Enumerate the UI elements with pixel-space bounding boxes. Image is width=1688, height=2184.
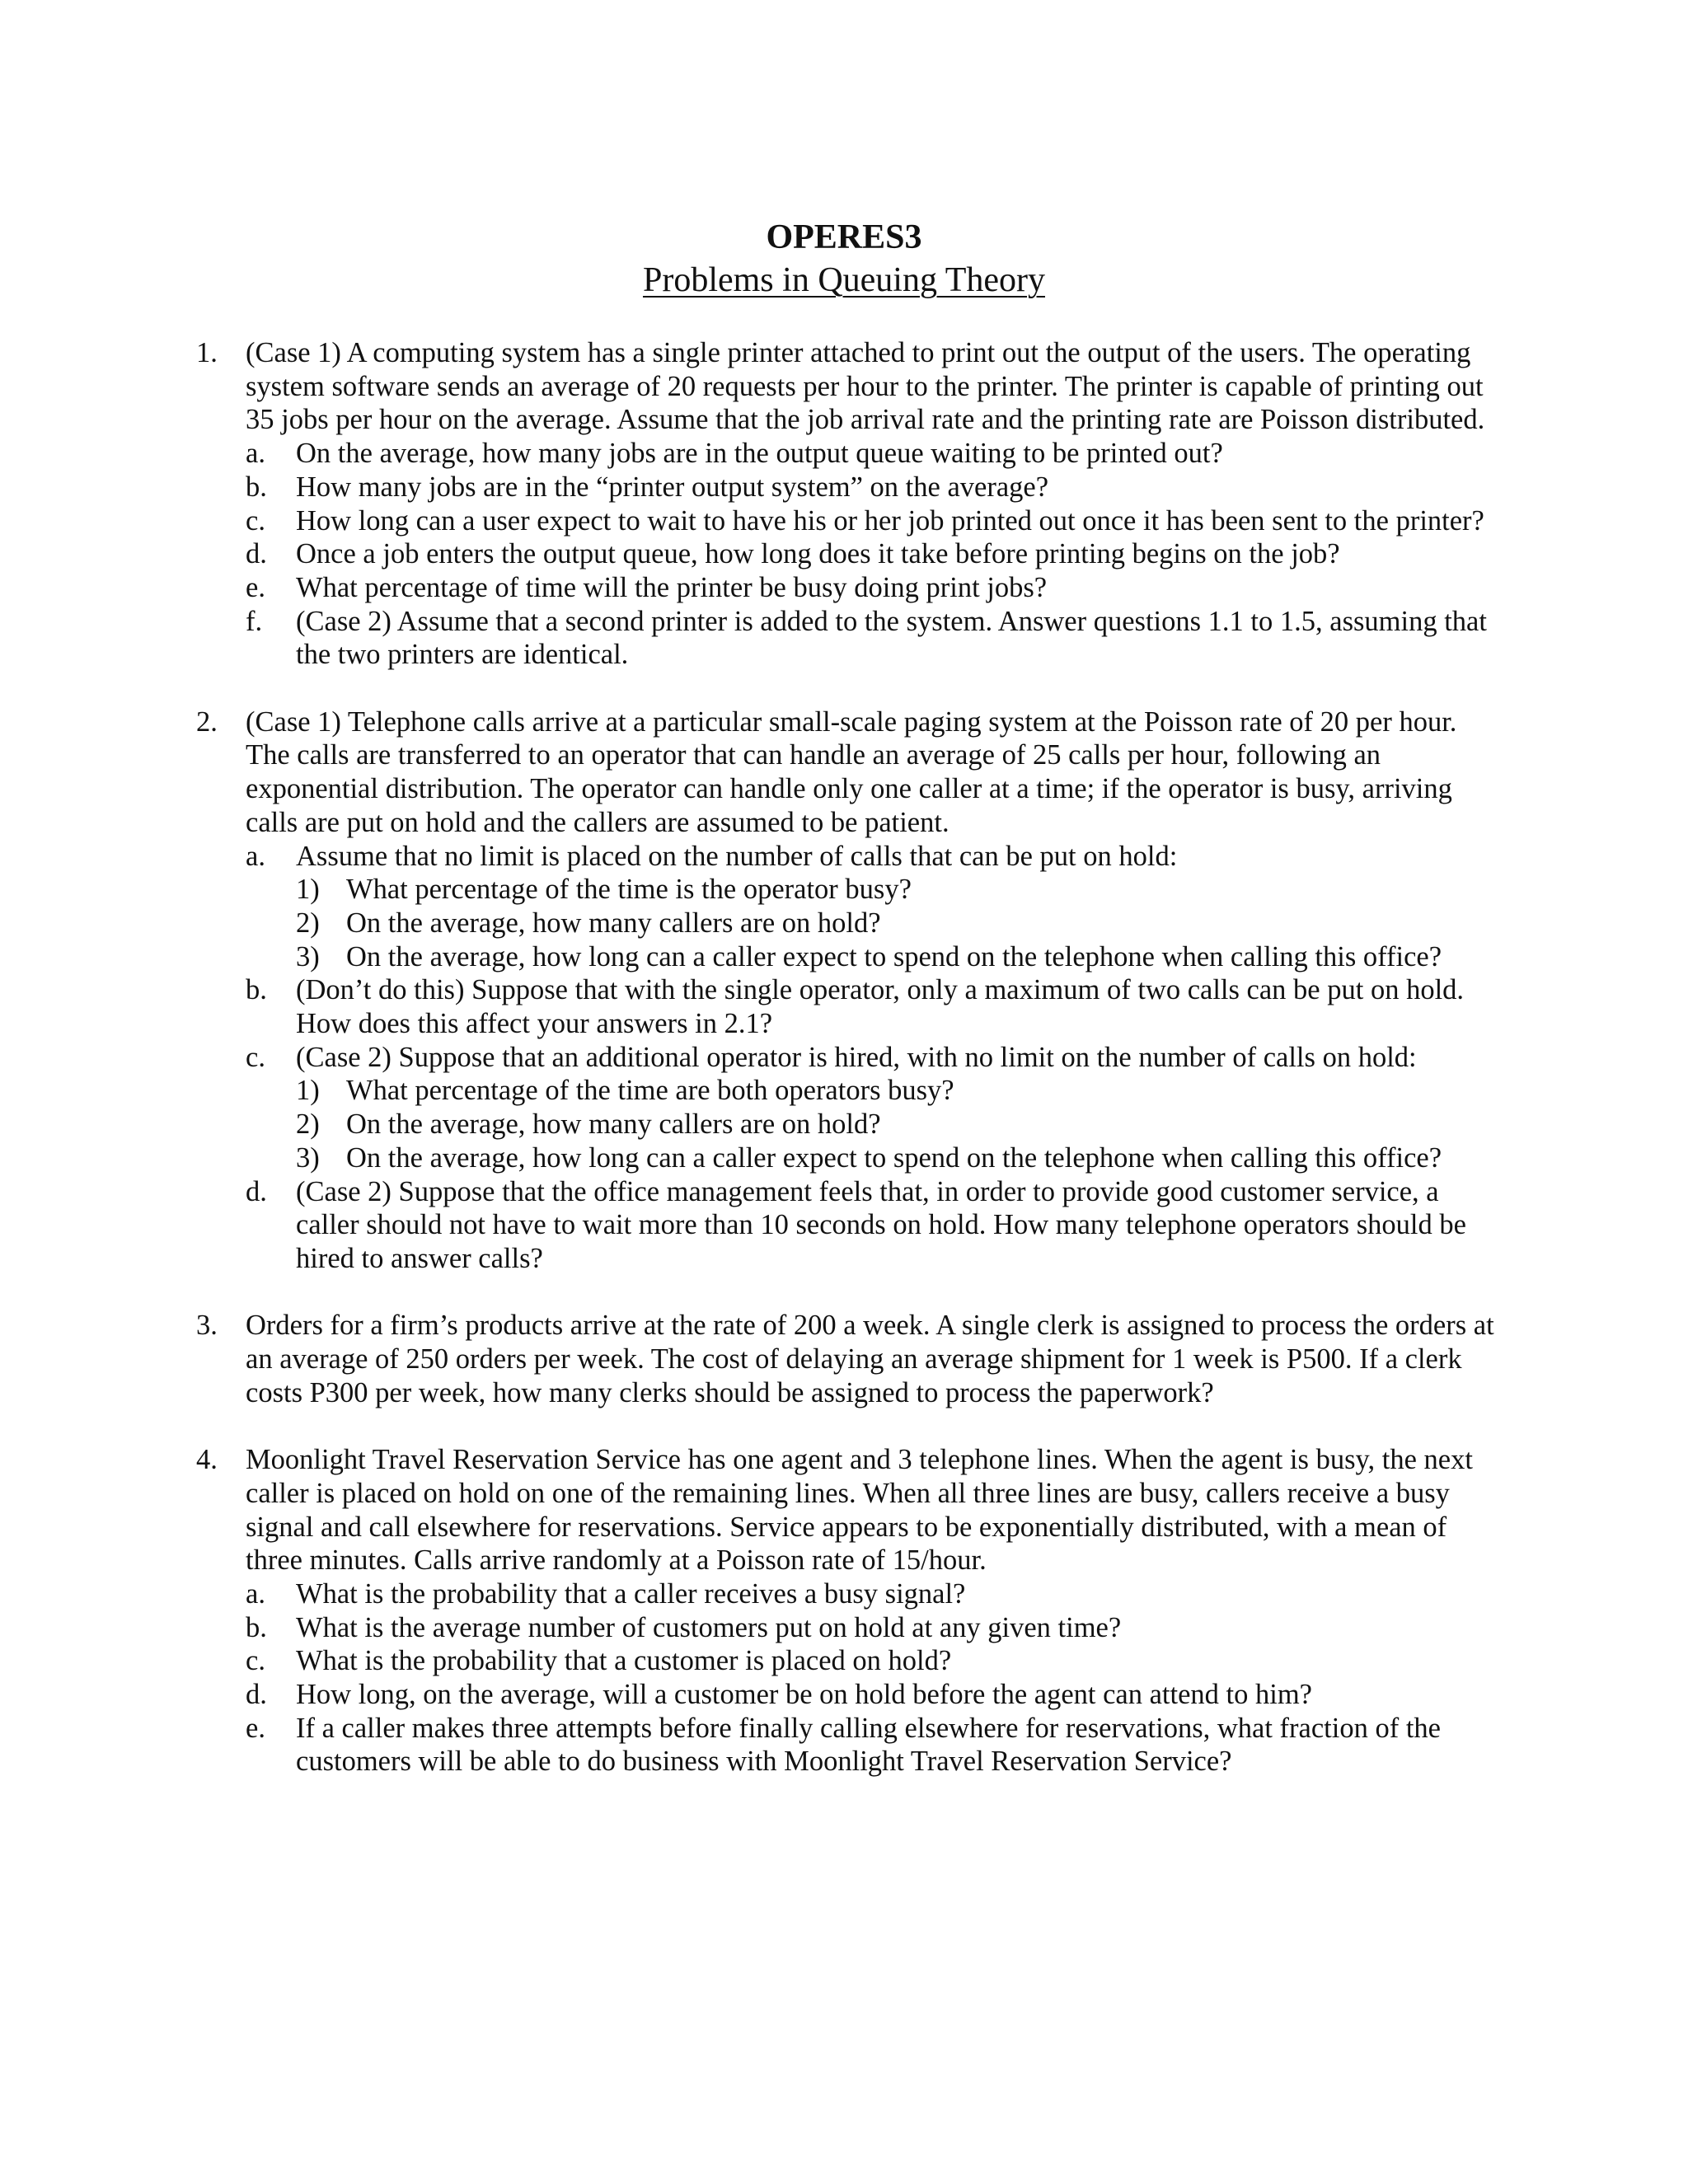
subitem-text: (Case 2) Assume that a second printer is added to the system. Answer questions 1.1 to 1.5, assuming that the two printers are identical. [296, 605, 1487, 671]
subitem-label: c. [246, 1041, 265, 1073]
subitem-text: What is the probability that a caller receives a busy signal? [296, 1577, 966, 1610]
subitem [246, 437, 1498, 471]
nested-subitem [296, 1074, 1498, 1108]
nested-subitem-text: On the average, how many callers are on hold? [346, 907, 881, 939]
subitem [246, 1712, 1498, 1779]
nested-subitem-label: 3) [296, 940, 320, 972]
nested-subitem-label: 2) [296, 1108, 320, 1141]
subitem-text: Assume that no limit is placed on the number of calls that can be put on hold: [296, 840, 1178, 872]
nested-subitems [296, 873, 1498, 973]
nested-subitem-text: What percentage of the time is the operator busy? [346, 874, 912, 906]
subitem [246, 973, 1498, 1040]
subitem-label: d. [246, 538, 267, 570]
subitem [246, 1041, 1498, 1175]
subitem [246, 471, 1498, 504]
problem-text: Orders for a firm’s products arrive at the rate of 200 a week. A single clerk is assigned to process the orders at an average of 250 orders per week. The cost of delaying an average shipment for 1 week is P500. If a clerk costs P300 per week, how many clerks should be assigned to process the paperwork? [246, 1310, 1494, 1408]
subitem-label: b. [246, 471, 267, 503]
subitem-text: What is the average number of customers put on hold at any given time? [296, 1611, 1122, 1643]
nested-subitem [296, 873, 1498, 907]
subitem-label: b. [246, 974, 267, 1006]
subitem-text: Once a job enters the output queue, how long does it take before printing begins on the job? [296, 538, 1340, 570]
subitem-label: e. [246, 571, 265, 603]
nested-subitem [296, 907, 1498, 940]
problem-number: 2. [196, 705, 218, 738]
subitem-label: a. [246, 438, 265, 470]
nested-subitem-label: 1) [296, 874, 320, 906]
nested-subitems [296, 1074, 1498, 1174]
problem-number: 3. [196, 1310, 218, 1342]
subitem-label: d. [246, 1679, 267, 1711]
subitem-text: If a caller makes three attempts before finally calling elsewhere for reservations, what fraction of the customers will be able to do business with Moonlight Travel Reservation Service? [296, 1712, 1441, 1778]
problem-subitems [246, 1577, 1498, 1779]
problem-subitems [246, 437, 1498, 672]
problem-text: (Case 1) A computing system has a single printer attached to print out the output of the users. The operating system software sends an average of 20 requests per hour to the printer. The printer is capable of printing out 35 jobs per hour on the average. Assume that the job arrival rate and the printing rate are Poisson distributed. [246, 337, 1485, 436]
subitem [246, 605, 1498, 672]
subitem [246, 1577, 1498, 1611]
problem-1 [196, 336, 1498, 672]
subitem-label: c. [246, 1645, 265, 1677]
subitem-label: d. [246, 1175, 267, 1207]
subitem-text: (Case 2) Suppose that an additional operator is hired, with no limit on the number of calls on hold: [296, 1041, 1417, 1073]
subitem [246, 537, 1498, 571]
nested-subitem-text: On the average, how many callers are on hold? [346, 1108, 881, 1141]
subitem-text: How many jobs are in the “printer output system” on the average? [296, 471, 1049, 503]
subitem [246, 1644, 1498, 1678]
nested-subitem-label: 1) [296, 1075, 320, 1107]
nested-subitem-text: On the average, how long can a caller expect to spend on the telephone when calling this office? [346, 1141, 1442, 1174]
document-title: OPERES3 [766, 218, 922, 256]
nested-subitem [296, 1108, 1498, 1141]
problem-number: 1. [196, 337, 218, 368]
subitem [246, 1175, 1498, 1276]
nested-subitem [296, 1141, 1498, 1175]
subitem [246, 840, 1498, 974]
subitem-text: (Case 2) Suppose that the office management feels that, in order to provide good customer service, a caller should not have to wait more than 10 seconds on hold. How many telephone operators should be hired to answer calls? [296, 1175, 1466, 1274]
subitem-text: What is the probability that a customer is placed on hold? [296, 1645, 952, 1677]
problem-list [196, 336, 1498, 1812]
subitem-label: e. [246, 1712, 265, 1744]
problem-text: (Case 1) Telephone calls arrive at a particular small-scale paging system at the Poisson rate of 20 per hour. The calls are transferred to an operator that can handle an average of 25 calls per hour, following an exponential distribution. The operator can handle only one caller at a time; if the operator is busy, arriving calls are put on hold and the callers are assumed to be patient. [246, 705, 1457, 838]
subitem-text: (Don’t do this) Suppose that with the single operator, only a maximum of two calls can be put on hold. How does this affect your answers in 2.1? [296, 974, 1465, 1040]
problem-text: Moonlight Travel Reservation Service has one agent and 3 telephone lines. When the agent is busy, the next caller is placed on hold on one of the remaining lines. When all three lines are busy, callers receive a busy signal and call elsewhere for reservations. Service appears to be exponentially distributed, with a mean of three minutes. Calls arrive randomly at a Poisson rate of 15/hour. [246, 1444, 1473, 1577]
nested-subitem-label: 2) [296, 907, 320, 939]
problem-3 [196, 1309, 1498, 1409]
nested-subitem-text: On the average, how long can a caller expect to spend on the telephone when calling this office? [346, 940, 1442, 972]
problem-subitems [246, 840, 1498, 1276]
subitem-text: On the average, how many jobs are in the output queue waiting to be printed out? [296, 438, 1223, 470]
subitem-text: How long can a user expect to wait to have his or her job printed out once it has been sent to the printer? [296, 504, 1484, 537]
subitem-label: a. [246, 1577, 265, 1610]
subitem-label: f. [246, 605, 263, 637]
nested-subitem-text: What percentage of the time are both operators busy? [346, 1075, 954, 1107]
nested-subitem-label: 3) [296, 1141, 320, 1174]
nested-subitem [296, 940, 1498, 974]
subitem-label: a. [246, 840, 265, 872]
subitem [246, 571, 1498, 605]
problem-4 [196, 1443, 1498, 1779]
document-header [0, 216, 1688, 302]
subitem-text: How long, on the average, will a customer be on hold before the agent can attend to him? [296, 1679, 1312, 1711]
subitem [246, 504, 1498, 538]
problem-2 [196, 705, 1498, 1276]
subitem [246, 1678, 1498, 1712]
subitem-text: What percentage of time will the printer be busy doing print jobs? [296, 571, 1048, 603]
document-subtitle: Problems in Queuing Theory [642, 261, 1045, 299]
problem-number: 4. [196, 1444, 218, 1476]
subitem-label: b. [246, 1611, 267, 1643]
subitem [246, 1611, 1498, 1645]
subitem-label: c. [246, 504, 265, 537]
